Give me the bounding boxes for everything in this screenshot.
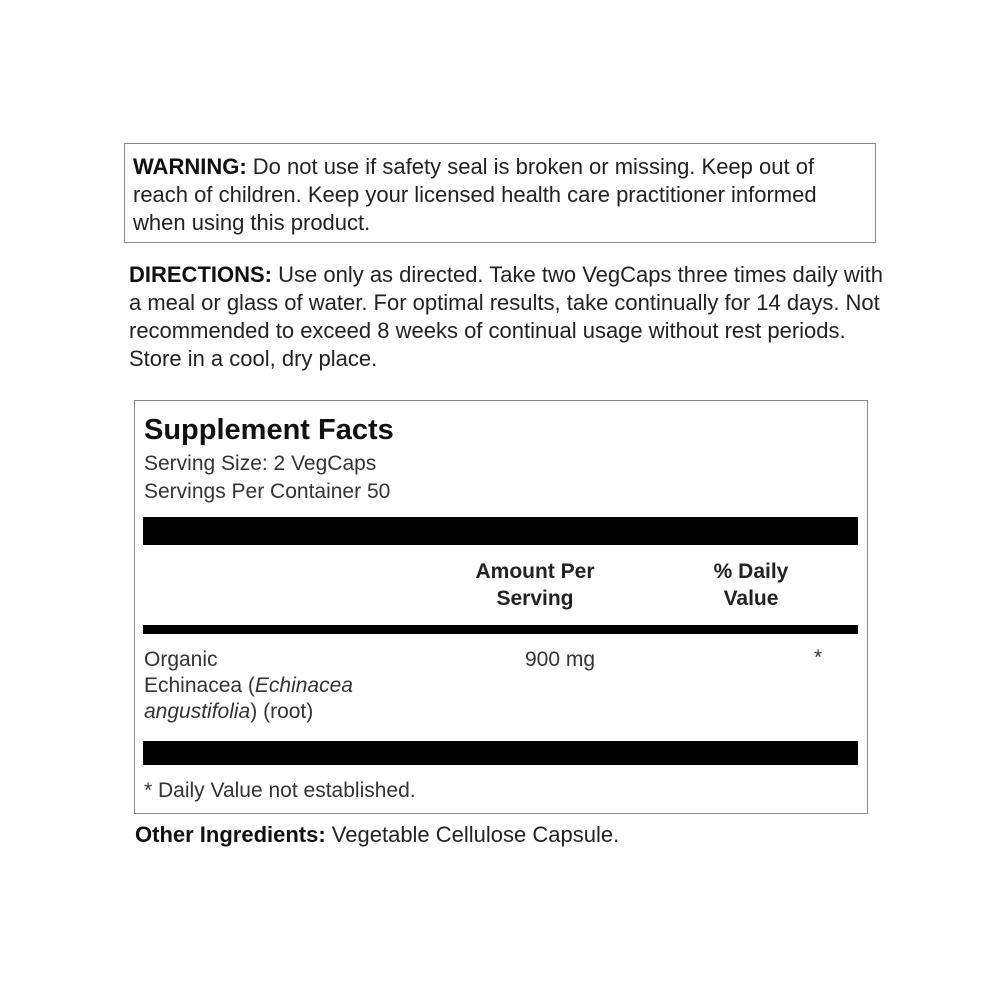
- warning-text: Do not use if safety seal is broken or missing. Keep out of reach of children. Keep your licensed health care practitioner informed when using this product.: [133, 154, 817, 235]
- supplement-facts-title: Supplement Facts: [144, 414, 394, 446]
- ingredient-name-line2: [144, 673, 444, 699]
- thick-divider-bottom: [143, 741, 858, 765]
- amount-header-line2: Serving: [496, 587, 574, 610]
- ingredient-common-name: Echinacea (: [144, 674, 255, 697]
- ingredient-name-line1: Organic: [144, 648, 218, 671]
- supplement-facts-panel: [134, 400, 868, 814]
- other-ingredients-label: Other Ingredients:: [135, 822, 326, 847]
- ingredient-daily-value: *: [814, 646, 823, 669]
- warning-box: [124, 143, 876, 243]
- ingredient-name-line3: [144, 699, 444, 725]
- medium-divider: [143, 625, 858, 634]
- other-ingredients: [135, 821, 619, 849]
- daily-value-footnote: * Daily Value not established.: [144, 779, 416, 802]
- amount-header-line1: Amount Per: [475, 560, 595, 583]
- ingredient-amount: 900 mg: [525, 648, 596, 671]
- daily-value-header: [691, 558, 811, 612]
- amount-per-serving-header: [453, 558, 617, 612]
- serving-size: Serving Size: 2 VegCaps: [144, 452, 377, 475]
- ingredient-genus: Echinacea: [254, 674, 353, 697]
- warning-label: WARNING:: [133, 154, 247, 179]
- thick-divider-top: [143, 517, 858, 545]
- ingredient-name: [144, 647, 444, 725]
- directions-text: Use only as directed. Take two VegCaps three times daily with a meal or glass of water. For optimal results, take continually for 14 days. Not recommended to exceed 8 weeks of continual usage without rest periods. Store in a cool, dry place.: [129, 262, 884, 371]
- servings-per-container: Servings Per Container 50: [144, 480, 391, 503]
- ingredient-part: ) (root): [250, 700, 314, 723]
- other-ingredients-text: Vegetable Cellulose Capsule.: [325, 822, 620, 847]
- directions-paragraph: [129, 261, 889, 373]
- daily-value-header-line2: Value: [723, 587, 779, 610]
- ingredient-species: angustifolia: [144, 700, 251, 723]
- daily-value-header-line1: % Daily: [713, 560, 789, 583]
- directions-label: DIRECTIONS:: [129, 262, 272, 287]
